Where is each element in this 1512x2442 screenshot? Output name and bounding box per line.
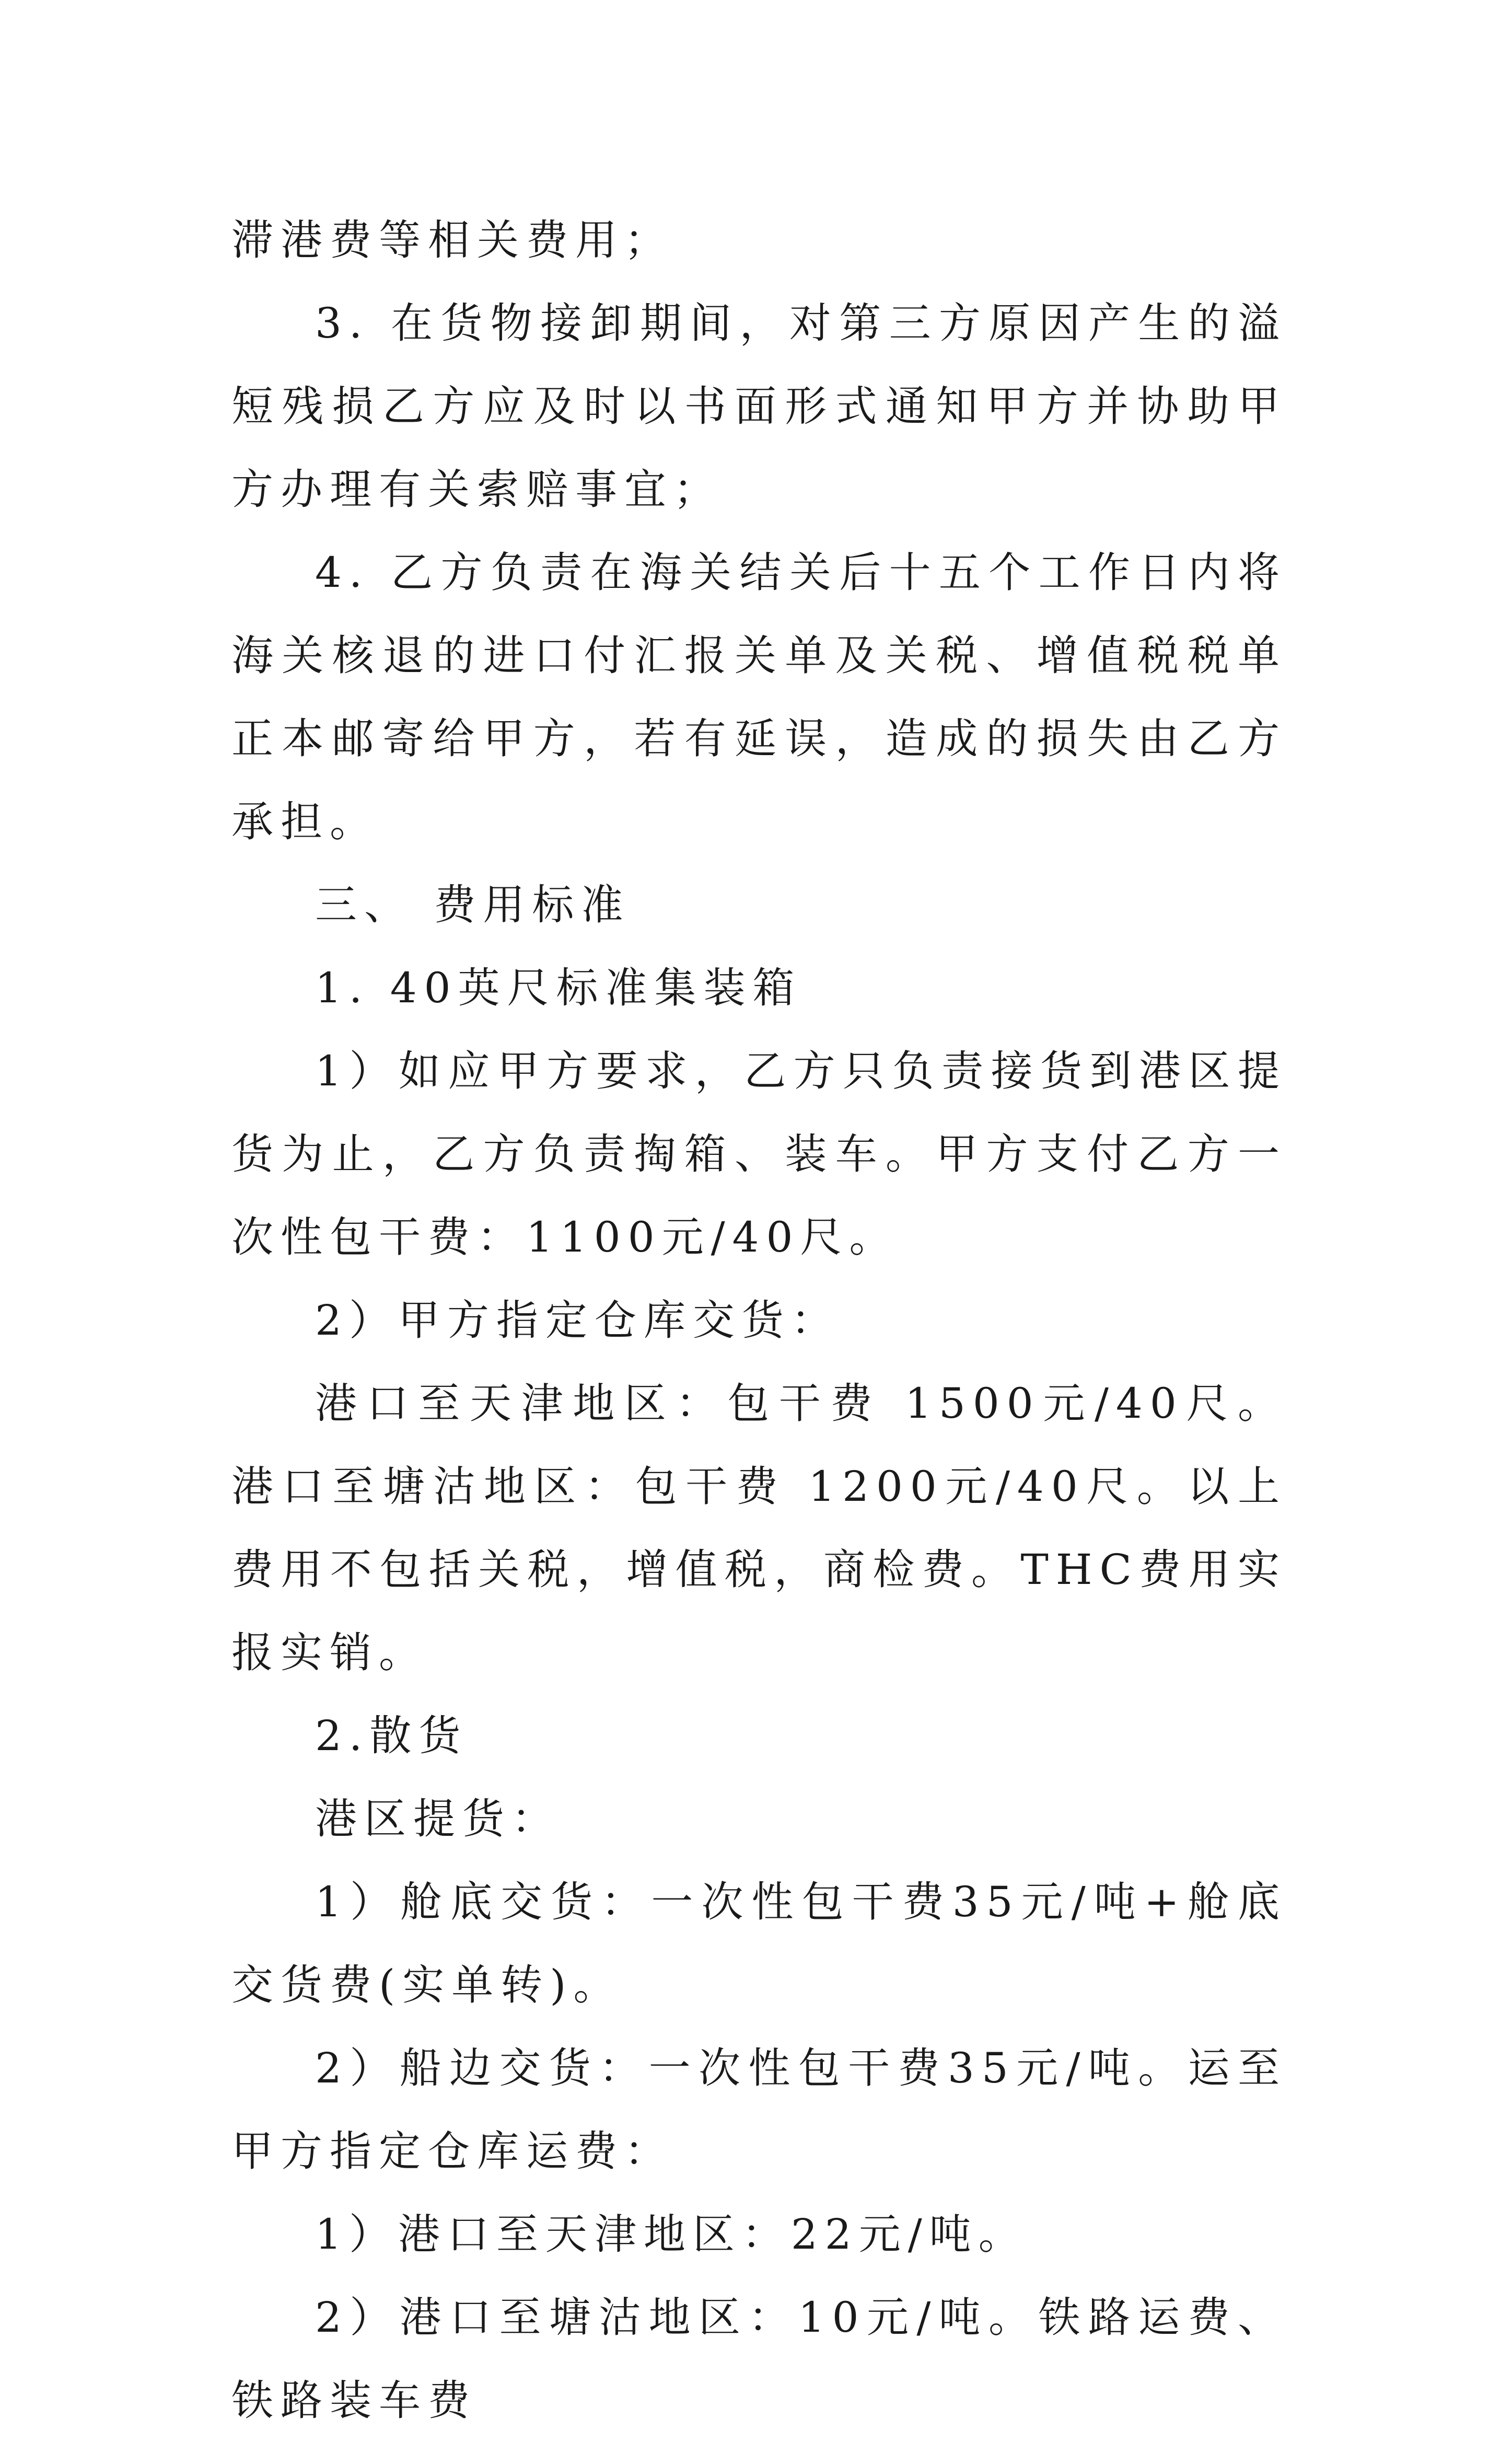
section-heading-fees: 三、 费用标准 xyxy=(315,881,631,929)
paragraph-13: 1）港口至天津地区：22元/吨。 xyxy=(315,2210,1028,2259)
paragraph-14: 2）港口至塘沽地区：10元/吨。铁路运费、铁路装车费 xyxy=(231,2293,1287,2425)
paragraph-3: 4. 乙方负责在海关结关后十五个工作日内将海关核退的进口付汇报关单及关税、增值税税单正本邮寄给甲方，若有延误，造成的损失由乙方承担。 xyxy=(231,548,1287,846)
paragraph-12: 2）船边交货：一次性包干费35元/吨。运至甲方指定仓库运费： xyxy=(231,2044,1287,2175)
paragraph-6: 1）如应甲方要求，乙方只负责接货到港区提货为止，乙方负责掏箱、装车。甲方支付乙方一次性包干费：1100元/40尺。 xyxy=(231,1047,1287,1261)
paragraph-8: 港口至天津地区：包干费 1500元/40尺。港口至塘沽地区：包干费 1200元/40尺。以上费用不包括关税，增值税，商检费。THC费用实报实销。 xyxy=(231,1379,1287,1677)
paragraph-10: 港区提货： xyxy=(315,1795,561,1843)
paragraph-container-heading: 1. 40英尺标准集装箱 xyxy=(315,964,802,1012)
paragraph-7: 2）甲方指定仓库交货： xyxy=(315,1296,840,1345)
paragraph-11: 1）舱底交货：一次性包干费35元/吨+舱底交货费(实单转)。 xyxy=(231,1878,1287,2009)
paragraph-1: 滞港费等相关费用； xyxy=(231,216,673,264)
paragraph-bulk-heading: 2.散货 xyxy=(315,1711,468,1760)
paragraph-2: 3. 在货物接卸期间，对第三方原因产生的溢短残损乙方应及时以书面形式通知甲方并协助甲方办理有关索赔事宜； xyxy=(231,299,1287,514)
document-body xyxy=(231,199,1287,2442)
